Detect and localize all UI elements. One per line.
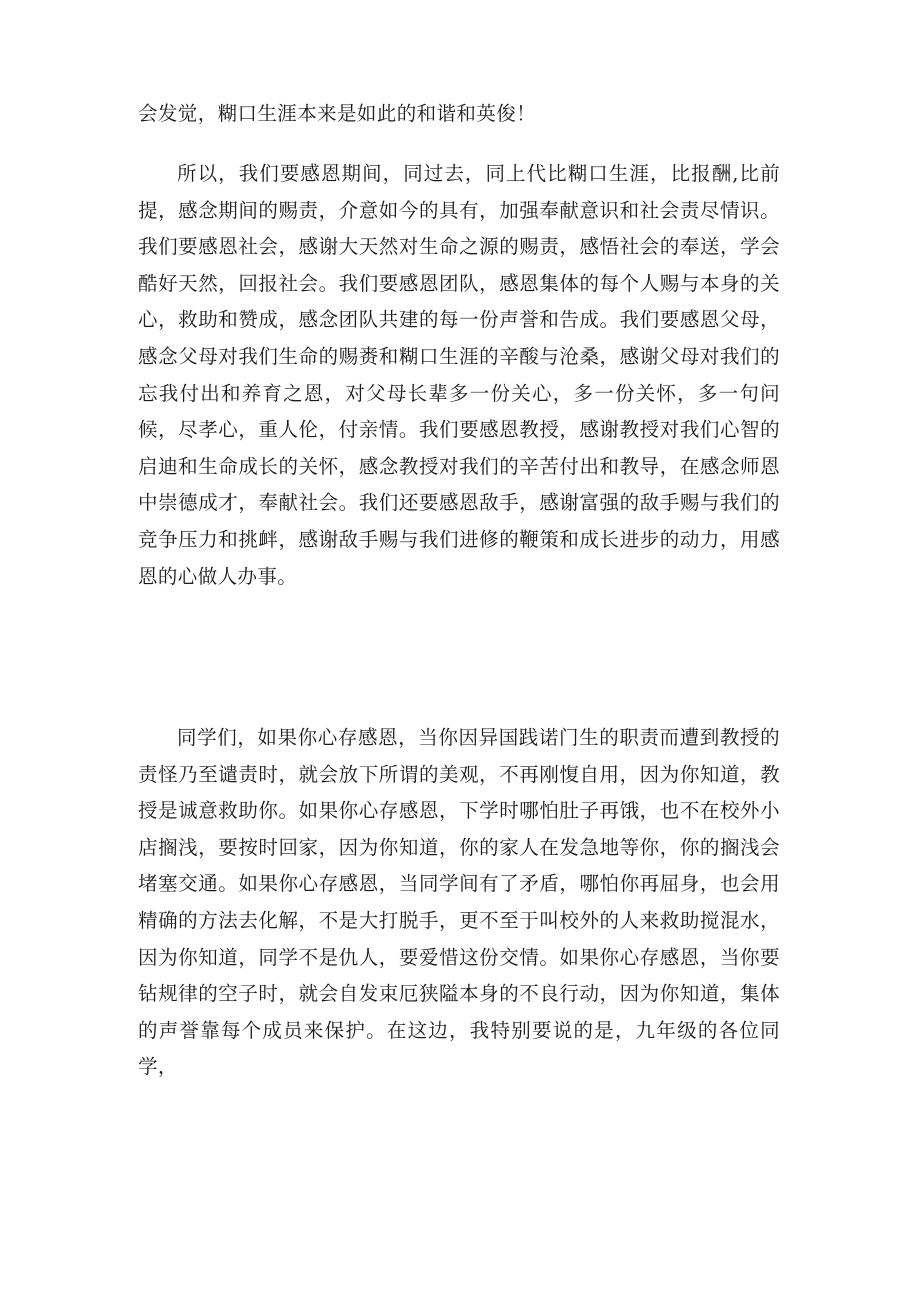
paragraph-gratitude-list: 所以，我们要感恩期间，同过去，同上代比糊口生涯，比报酬,比前提，感念期间的赐责，介意如今的具有，加强奉献意识和社会责尽情识。我们要感恩社会，感谢大天然对生命之源的赐责，感悟社会的奉送，学会酷好天然，回报社会。我们要感恩团队，感恩集体的每个人赐与本身的关心，救助和赞成，感念团队共建的每一份声誉和告成。我们要感恩父母，感念父母对我们生命的赐赉和糊口生涯的辛酸与沧桑，感谢父母对我们的忘我付出和养育之恩，对父母长辈多一份关心，多一份关怀，多一句问候，尽孝心，重人伦，付亲情。我们要感恩教授，感谢教授对我们心智的启迪和生命成长的关怀，感念教授对我们的辛苦付出和教导，在感念师恩中崇德成才，奉献社会。我们还要感恩敌手，感谢富强的敌手赐与我们的竞争压力和挑衅，感谢敌手赐与我们进修的鞭策和成长进步的动力，用感恩的心做人办事。 xyxy=(138,162,780,588)
paragraph-students-address: 同学们，如果你心存感恩，当你因异国践诺门生的职责而遭到教授的责怪乃至谴责时，就会放下所谓的美观，不再刚愎自用，因为你知道，教授是诚意救助你。如果你心存感恩，下学时哪怕肚子再饿，也不在校外小店搁浅，要按时回家，因为你知道，你的家人在发急地等你，你的搁浅会堵塞交通。如果你心存感恩，当同学间有了矛盾，哪怕你再屈身，也会用精确的方法去化解，不是大打脱手，更不至于叫校外的人来救助搅混水，因为你知道，同学不是仇人，要爱惜这份交情。如果你心存感恩，当你要钻规律的空子时，就会自发束厄狭隘本身的不良行动，因为你知道，集体的声誉靠每个成员来保护。在这边，我特别要说的是，九年级的各位同学， xyxy=(138,726,780,1079)
paragraph-continuation: 会发觉，糊口生涯本来是如此的和谐和英俊！ xyxy=(138,102,537,125)
